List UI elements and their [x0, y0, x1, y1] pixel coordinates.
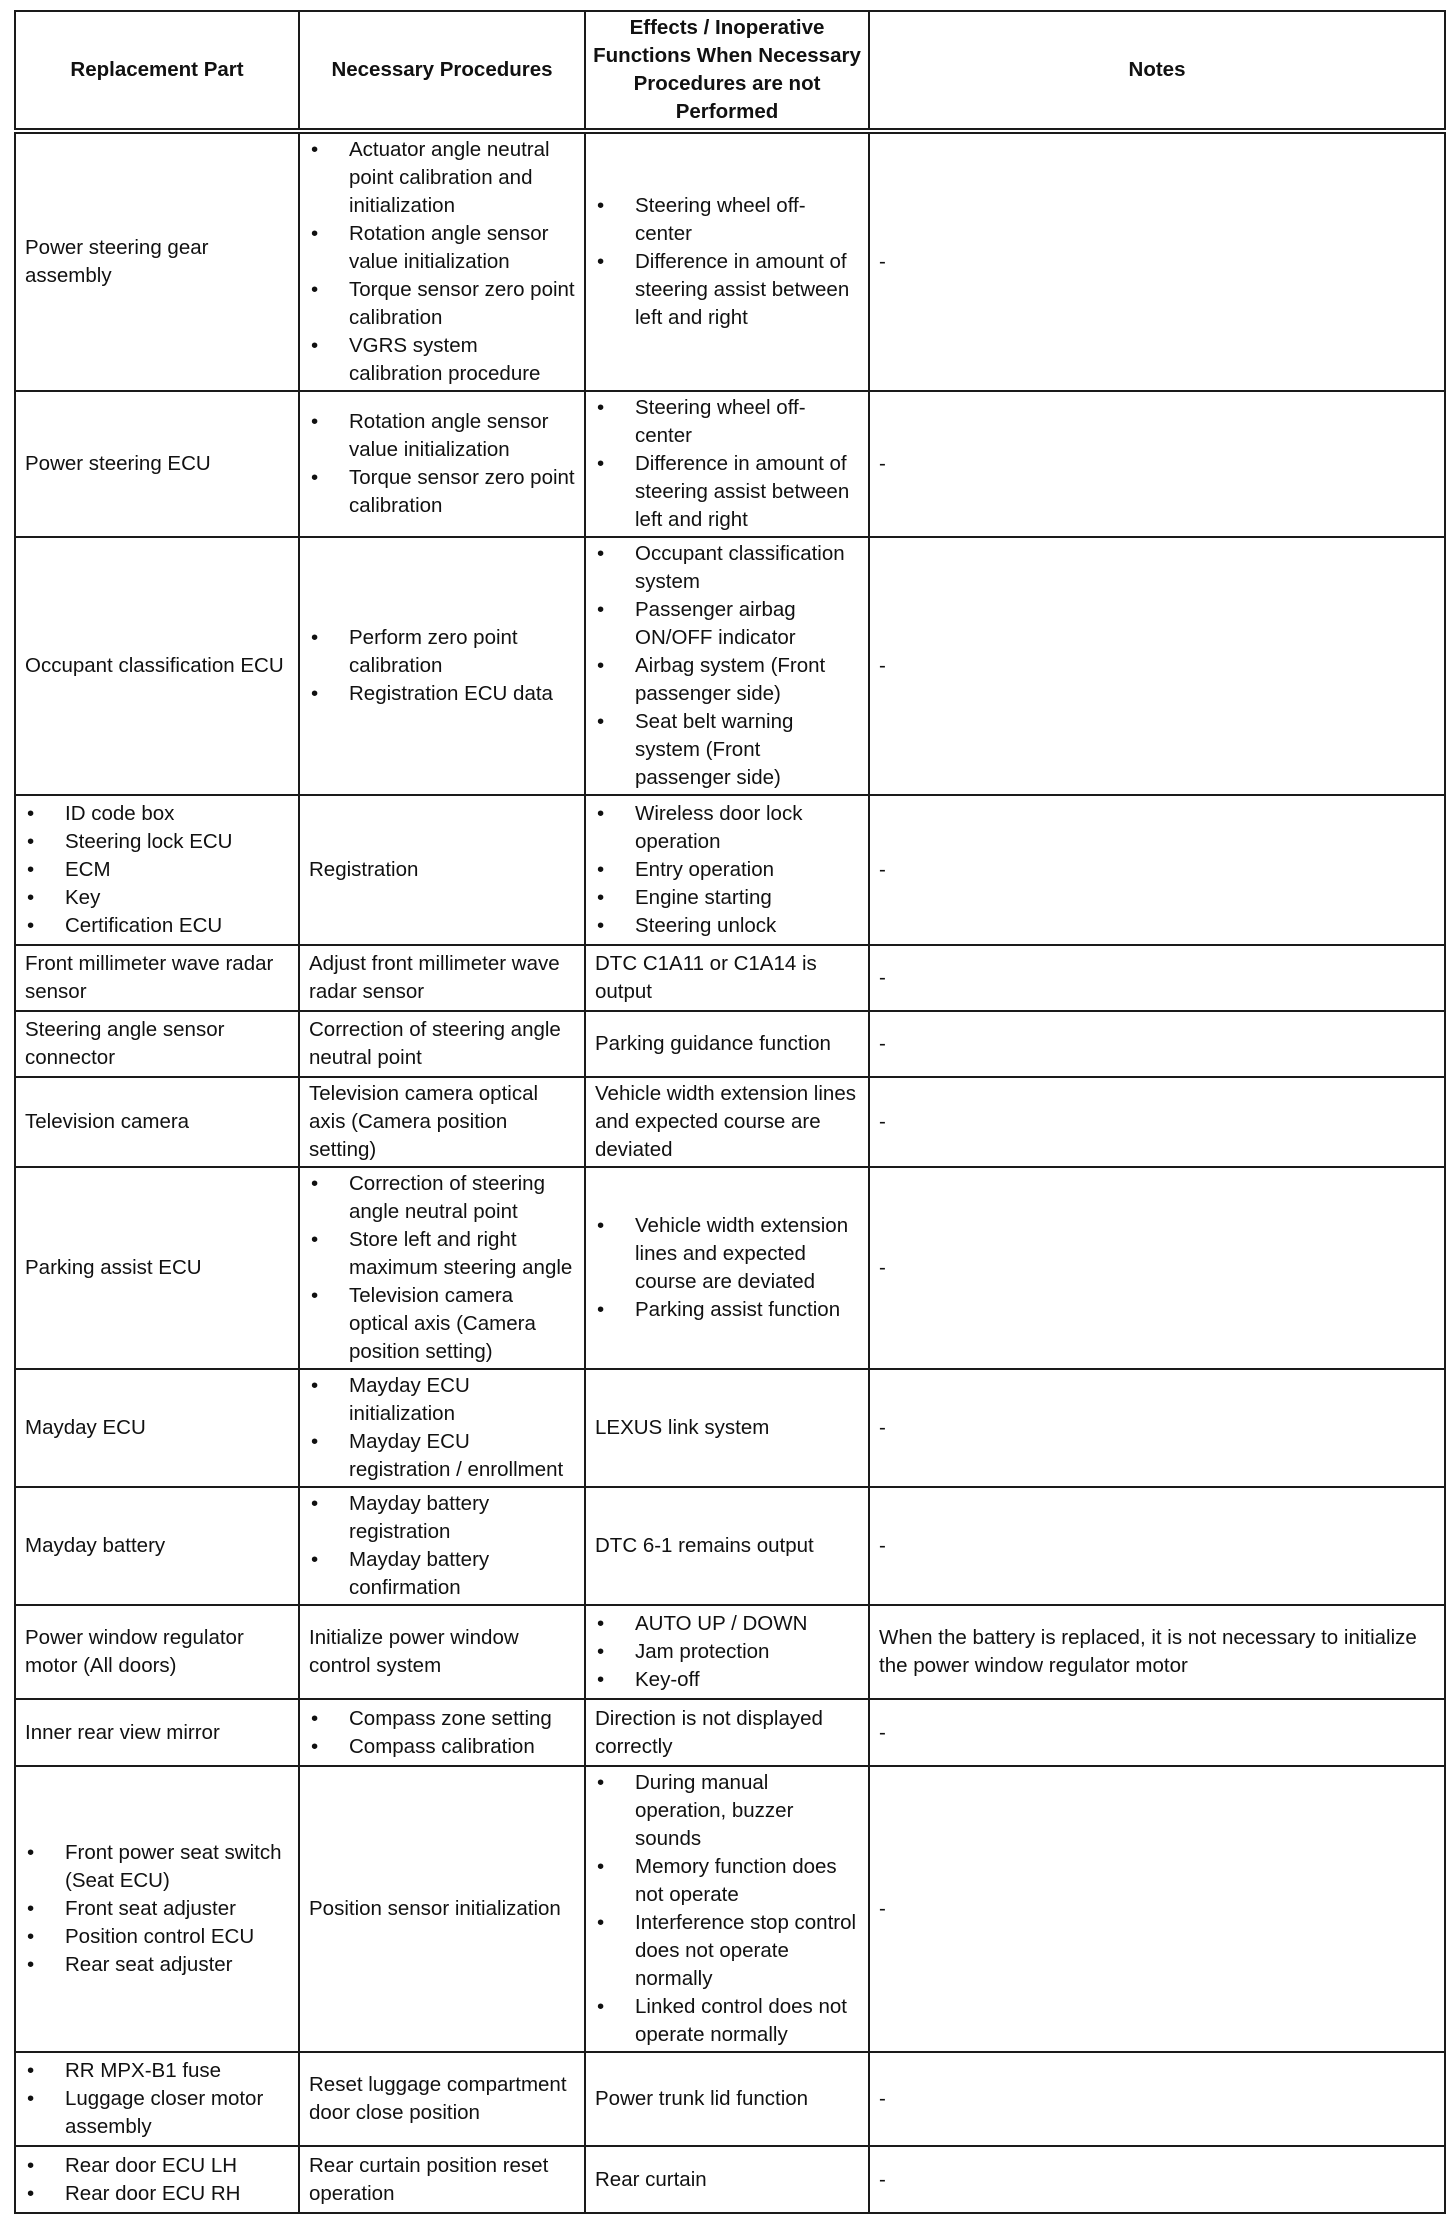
cell-text: Parking guidance function [595, 1032, 831, 1055]
notes-cell [869, 1167, 1445, 1369]
cell-text: Mayday ECU [25, 1416, 146, 1439]
header-replacement-part: Replacement Part [15, 11, 299, 131]
list-item: • Interference stop control does not operate normally [595, 1909, 859, 1993]
effects-cell [585, 1766, 869, 2052]
part-cell [15, 537, 299, 795]
list-item: • Compass zone setting [309, 1705, 575, 1733]
cell-text: - [879, 654, 886, 677]
cell-text: - [879, 1534, 886, 1557]
list-item: • Mayday ECU registration / enrollment [309, 1428, 575, 1484]
list-item: • Front power seat switch (Seat ECU) [25, 1839, 289, 1895]
replacement-procedures-table [14, 10, 1446, 2214]
notes-cell [869, 131, 1445, 391]
cell-text: - [879, 1256, 886, 1279]
cell-text: Direction is not displayed correctly [595, 1706, 823, 1758]
list-item: • Parking assist function [595, 1296, 859, 1324]
cell-text: Power steering ECU [25, 452, 211, 475]
notes-cell [869, 1077, 1445, 1167]
table-row [15, 795, 1445, 945]
notes-cell [869, 1766, 1445, 2052]
cell-text: Mayday battery [25, 1534, 166, 1557]
table-row [15, 131, 1445, 391]
list-item: • RR MPX-B1 fuse [25, 2057, 289, 2085]
cell-text: - [879, 2167, 886, 2191]
procedures-cell [299, 1766, 585, 2052]
cell-text: When the battery is replaced, it is not necessary to initialize the power window regulator motor [879, 1626, 1417, 1677]
bullet-list [595, 1212, 859, 1324]
cell-text: Initialize power window control system [309, 1626, 519, 1677]
cell-text: - [879, 1897, 886, 1920]
list-item: • Mayday battery registration [309, 1490, 575, 1546]
list-item: • Steering unlock [595, 912, 859, 940]
effects-cell [585, 1605, 869, 1699]
cell-text: - [879, 966, 886, 989]
list-item: • Position control ECU [25, 1923, 289, 1951]
bullet-list [309, 408, 575, 520]
list-item: • Memory function does not operate [595, 1853, 859, 1909]
list-item: • Difference in amount of steering assist between left and right [595, 248, 859, 332]
table-header-row [15, 11, 1445, 131]
table-row [15, 1077, 1445, 1167]
cell-text: Rear curtain [595, 2167, 707, 2191]
table-row [15, 391, 1445, 537]
list-item: • Vehicle width extension lines and expected course are deviated [595, 1212, 859, 1296]
table-row [15, 1605, 1445, 1699]
list-item: • Registration ECU data [309, 680, 575, 708]
cell-text: Reset luggage compartment door close position [309, 2073, 567, 2124]
list-item: • During manual operation, buzzer sounds [595, 1769, 859, 1853]
list-item: • Compass calibration [309, 1733, 575, 1761]
cell-text: - [879, 452, 886, 475]
bullet-list [595, 1769, 859, 2049]
list-item: • Jam protection [595, 1638, 859, 1666]
procedures-cell [299, 795, 585, 945]
table-row [15, 1011, 1445, 1077]
table-row [15, 2146, 1445, 2213]
part-cell [15, 391, 299, 537]
effects-cell [585, 1077, 869, 1167]
notes-cell [869, 945, 1445, 1011]
list-item: • Store left and right maximum steering angle [309, 1226, 575, 1282]
part-cell [15, 1077, 299, 1167]
list-item: • Linked control does not operate normally [595, 1993, 859, 2049]
bullet-list [309, 1705, 575, 1761]
notes-cell [869, 1369, 1445, 1487]
cell-text: Power window regulator motor (All doors) [25, 1626, 244, 1677]
part-cell [15, 2052, 299, 2146]
part-cell [15, 1487, 299, 1605]
table-body [15, 131, 1445, 2213]
part-cell [15, 945, 299, 1011]
part-cell [15, 1605, 299, 1699]
cell-text: - [879, 2087, 886, 2110]
table-row [15, 1699, 1445, 1766]
effects-cell [585, 1369, 869, 1487]
list-item: • Correction of steering angle neutral point [309, 1170, 575, 1226]
list-item: • Difference in amount of steering assist between left and right [595, 450, 859, 534]
procedures-cell [299, 537, 585, 795]
cell-text: Inner rear view mirror [25, 1720, 220, 1744]
cell-text: Power steering gear assembly [25, 236, 209, 287]
list-item: • Mayday ECU initialization [309, 1372, 575, 1428]
table-row [15, 1487, 1445, 1605]
list-item: • Steering wheel off-center [595, 394, 859, 450]
list-item: • ID code box [25, 800, 289, 828]
list-item: • Rotation angle sensor value initialization [309, 220, 575, 276]
table-row [15, 945, 1445, 1011]
list-item: • Occupant classification system [595, 540, 859, 596]
list-item: • Front seat adjuster [25, 1895, 289, 1923]
effects-cell [585, 1699, 869, 1766]
bullet-list [595, 540, 859, 792]
bullet-list [595, 394, 859, 534]
list-item: • Perform zero point calibration [309, 624, 575, 680]
cell-text: - [879, 1110, 886, 1133]
procedures-cell [299, 131, 585, 391]
bullet-list [309, 1490, 575, 1602]
list-item: • ECM [25, 856, 289, 884]
table-row [15, 1369, 1445, 1487]
cell-text: Front millimeter wave radar sensor [25, 952, 274, 1003]
cell-text: Parking assist ECU [25, 1256, 202, 1279]
list-item: • VGRS system calibration procedure [309, 332, 575, 388]
part-cell [15, 1766, 299, 2052]
cell-text: DTC C1A11 or C1A14 is output [595, 952, 817, 1003]
list-item: • Television camera optical axis (Camera position setting) [309, 1282, 575, 1366]
header-effects: Effects / Inoperative Functions When Necessary Procedures are not Performed [585, 11, 869, 131]
part-cell [15, 1167, 299, 1369]
cell-text: LEXUS link system [595, 1416, 770, 1439]
part-cell [15, 1369, 299, 1487]
list-item: • Rear door ECU RH [25, 2180, 289, 2208]
cell-text: - [879, 1720, 886, 1744]
effects-cell [585, 1167, 869, 1369]
cell-text: Television camera optical axis (Camera position setting) [309, 1082, 539, 1161]
procedures-cell [299, 1369, 585, 1487]
bullet-list [309, 136, 575, 388]
notes-cell [869, 1011, 1445, 1077]
bullet-list [25, 1839, 289, 1979]
bullet-list [595, 192, 859, 332]
list-item: • Steering wheel off-center [595, 192, 859, 248]
effects-cell [585, 131, 869, 391]
procedures-cell [299, 1011, 585, 1077]
cell-text: DTC 6-1 remains output [595, 1534, 814, 1557]
table-row [15, 537, 1445, 795]
list-item: • Seat belt warning system (Front passenger side) [595, 708, 859, 792]
procedures-cell [299, 2146, 585, 2213]
list-item: • AUTO UP / DOWN [595, 1610, 859, 1638]
procedures-cell [299, 1077, 585, 1167]
notes-cell [869, 1605, 1445, 1699]
part-cell [15, 1011, 299, 1077]
cell-text: - [879, 250, 886, 273]
procedures-cell [299, 1487, 585, 1605]
header-necessary-procedures: Necessary Procedures [299, 11, 585, 131]
bullet-list [595, 800, 859, 940]
list-item: • Rear seat adjuster [25, 1951, 289, 1979]
list-item: • Passenger airbag ON/OFF indicator [595, 596, 859, 652]
bullet-list [309, 1170, 575, 1366]
notes-cell [869, 391, 1445, 537]
bullet-list [25, 2152, 289, 2208]
effects-cell [585, 945, 869, 1011]
cell-text: Vehicle width extension lines and expected course are deviated [595, 1082, 856, 1161]
procedures-cell [299, 391, 585, 537]
bullet-list [25, 2057, 289, 2141]
effects-cell [585, 1487, 869, 1605]
bullet-list [309, 624, 575, 708]
cell-text: Position sensor initialization [309, 1897, 561, 1920]
procedures-cell [299, 945, 585, 1011]
list-item: • Mayday battery confirmation [309, 1546, 575, 1602]
cell-text: Rear curtain position reset operation [309, 2153, 549, 2205]
list-item: • Certification ECU [25, 912, 289, 940]
notes-cell [869, 2052, 1445, 2146]
part-cell [15, 2146, 299, 2213]
cell-text: Adjust front millimeter wave radar sensor [309, 952, 560, 1003]
procedures-cell [299, 1167, 585, 1369]
list-item: • Rotation angle sensor value initialization [309, 408, 575, 464]
effects-cell [585, 1011, 869, 1077]
notes-cell [869, 795, 1445, 945]
list-item: • Airbag system (Front passenger side) [595, 652, 859, 708]
effects-cell [585, 537, 869, 795]
list-item: • Torque sensor zero point calibration [309, 276, 575, 332]
procedures-cell [299, 2052, 585, 2146]
notes-cell [869, 2146, 1445, 2213]
effects-cell [585, 795, 869, 945]
effects-cell [585, 2146, 869, 2213]
cell-text: - [879, 1416, 886, 1439]
effects-cell [585, 391, 869, 537]
cell-text: Television camera [25, 1110, 190, 1133]
part-cell [15, 131, 299, 391]
list-item: • Wireless door lock operation [595, 800, 859, 856]
table-row [15, 1167, 1445, 1369]
procedures-cell [299, 1699, 585, 1766]
list-item: • Luggage closer motor assembly [25, 2085, 289, 2141]
bullet-list [595, 1610, 859, 1694]
procedures-cell [299, 1605, 585, 1699]
cell-text: Power trunk lid function [595, 2087, 809, 2110]
effects-cell [585, 2052, 869, 2146]
cell-text: - [879, 858, 886, 881]
cell-text: - [879, 1032, 886, 1055]
list-item: • Entry operation [595, 856, 859, 884]
cell-text: Correction of steering angle neutral point [309, 1018, 561, 1069]
table-row [15, 2052, 1445, 2146]
part-cell [15, 1699, 299, 1766]
table-row [15, 1766, 1445, 2052]
list-item: • Rear door ECU LH [25, 2152, 289, 2180]
notes-cell [869, 1699, 1445, 1766]
list-item: • Key [25, 884, 289, 912]
document-page [14, 10, 1444, 2214]
list-item: • Torque sensor zero point calibration [309, 464, 575, 520]
bullet-list [25, 800, 289, 940]
cell-text: Steering angle sensor connector [25, 1018, 225, 1069]
list-item: • Key-off [595, 1666, 859, 1694]
bullet-list [309, 1372, 575, 1484]
cell-text: Registration [309, 858, 419, 881]
notes-cell [869, 537, 1445, 795]
notes-cell [869, 1487, 1445, 1605]
cell-text: Occupant classification ECU [25, 654, 284, 677]
part-cell [15, 795, 299, 945]
list-item: • Steering lock ECU [25, 828, 289, 856]
list-item: • Actuator angle neutral point calibration and initialization [309, 136, 575, 220]
header-notes: Notes [869, 11, 1445, 131]
list-item: • Engine starting [595, 884, 859, 912]
